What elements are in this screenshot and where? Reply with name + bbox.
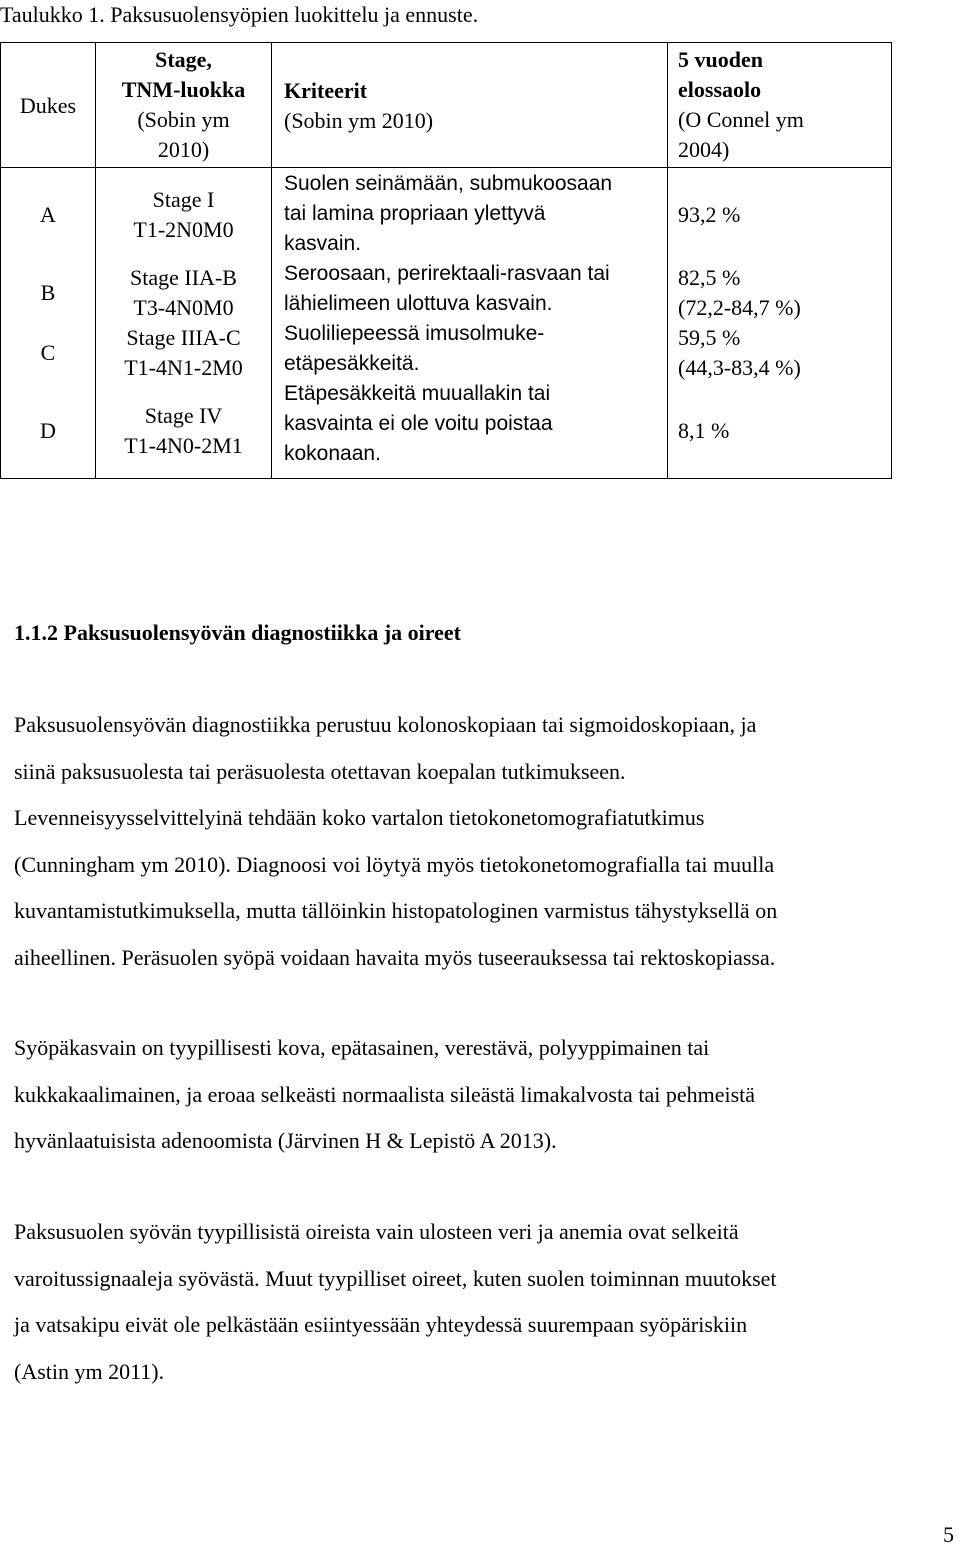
stage-b-line1: Stage IIA-B <box>130 264 237 290</box>
stage-b-line2: T3-4N0M0 <box>133 294 234 320</box>
table-header-row <box>1 43 892 168</box>
survival-b-line1: 82,5 % <box>678 264 741 290</box>
criteria-a-line3: kasvain. <box>284 232 362 255</box>
stage-c-line1: Stage IIIA-C <box>126 325 241 350</box>
paragraph-line: kukkakaalimainen, ja eroaa selkeästi normaalista sileästä limakalvosta tai pehmeistä <box>14 1081 756 1107</box>
stage-c-line2: T1-4N1-2M0 <box>124 355 243 380</box>
paragraph-diagnostics <box>14 702 944 981</box>
criteria-d <box>284 379 667 469</box>
survival-d-line1: 8,1 % <box>678 417 730 443</box>
criteria-c-line1: Suoliliepeessä imusolmuke- <box>284 322 545 345</box>
survival-c-line1: 59,5 % <box>678 325 741 350</box>
criteria-cell <box>272 168 668 479</box>
paragraph-line: kuvantamistutkimuksella, mutta tällöinkin histopatologinen varmistus tähystyksellä on <box>14 898 778 923</box>
paragraph-line: (Astin ym 2011). <box>14 1358 165 1384</box>
stage-b <box>96 262 271 323</box>
survival-b <box>678 262 891 323</box>
stage-a <box>96 168 271 262</box>
header-survival <box>668 43 892 168</box>
paragraph-line: (Cunningham ym 2010). Diagnoosi voi löytyä myös tietokonetomografialla tai muulla <box>14 851 775 877</box>
header-survival-line4: 2004) <box>678 137 730 162</box>
paragraph-line: ja vatsakipu eivät ole pelkästään esiintyessään yhteydessä suurempaan syöpäriskiin <box>14 1312 748 1337</box>
paragraph-line: siinä paksusuolesta tai peräsuolesta otettavan koepalan tutkimukseen. <box>14 758 626 784</box>
staging-table <box>0 42 892 479</box>
survival-a <box>678 168 891 262</box>
dukes-a: A <box>40 202 56 227</box>
criteria-a-line1: Suolen seinämään, submukoosaan <box>284 172 613 195</box>
section-heading: 1.1.2 Paksusuolensyövän diagnostiikka ja oireet <box>14 620 462 645</box>
dukes-b: B <box>40 280 56 305</box>
paragraph-line: aiheellinen. Peräsuolen syöpä voidaan havaita myös tuseerauksessa tai rektoskopiassa. <box>14 944 776 970</box>
criteria-b-line1: Seroosaan, perirektaali-rasvaan tai <box>284 262 610 285</box>
criteria-c-line2: etäpesäkkeitä. <box>284 352 420 375</box>
header-criteria-line2: (Sobin ym 2010) <box>284 108 434 133</box>
paragraph-line: hyvänlaatuisista adenoomista (Järvinen H & Lepistö A 2013). <box>14 1128 557 1153</box>
header-survival-line3: (O Connel ym <box>678 107 804 132</box>
dukes-c: C <box>40 340 56 365</box>
table-body-row <box>1 168 892 479</box>
header-dukes: Dukes <box>1 43 96 168</box>
dukes-cell <box>1 168 96 479</box>
header-stage-line3: (Sobin ym <box>137 107 230 132</box>
header-stage-line2: TNM-luokka <box>121 77 246 102</box>
paragraph-line: Paksusuolensyövän diagnostiikka perustuu kolonoskopiaan tai sigmoidoskopiaan, ja <box>14 712 757 737</box>
paragraph-line: varoitussignaaleja syövästä. Muut tyypilliset oireet, kuten suolen toiminnan muutokset <box>14 1265 777 1291</box>
criteria-a-line2: tai lamina propriaan ylettyvä <box>284 202 546 225</box>
dukes-d: D <box>40 418 56 443</box>
paragraph-line: Syöpäkasvain on tyypillisesti kova, epätasainen, verestävä, polyyppimainen tai <box>14 1035 710 1060</box>
paragraph-line: Levenneisyysselvittelyinä tehdään koko vartalon tietokonetomografiatutkimus <box>14 805 705 830</box>
paragraph-line: Paksusuolen syövän tyypillisistä oireista vain ulosteen veri ja anemia ovat selkeitä <box>14 1219 739 1244</box>
stage-cell <box>96 168 272 479</box>
header-criteria-line1: Kriteerit <box>284 78 368 103</box>
paragraph-tumor-appearance <box>14 1025 944 1165</box>
header-stage-line1: Stage, <box>155 47 212 72</box>
header-stage <box>96 43 272 168</box>
criteria-a <box>284 169 667 259</box>
header-survival-line1: 5 vuoden <box>678 47 763 72</box>
survival-b-line2: (72,2-84,7 %) <box>678 294 801 320</box>
survival-c <box>678 323 891 383</box>
header-criteria <box>272 43 668 168</box>
criteria-d-line2: kasvainta ei ole voitu poistaa <box>284 412 553 435</box>
paragraph-symptoms <box>14 1209 944 1395</box>
criteria-d-line1: Etäpesäkkeitä muuallakin tai <box>284 382 551 405</box>
stage-d-line1: Stage IV <box>144 402 223 428</box>
page-number: 5 <box>943 1522 954 1547</box>
criteria-d-line3: kokonaan. <box>284 442 381 465</box>
header-stage-line4: 2010) <box>157 137 210 162</box>
stage-c <box>96 323 271 383</box>
survival-c-line2: (44,3-83,4 %) <box>678 355 801 380</box>
stage-d <box>96 383 271 478</box>
criteria-c <box>284 319 667 379</box>
stage-a-line2: T1-2N0M0 <box>133 217 234 242</box>
stage-d-line2: T1-4N0-2M1 <box>124 432 243 458</box>
stage-a-line1: Stage I <box>152 187 215 212</box>
header-survival-line2: elossaolo <box>678 77 762 102</box>
criteria-b <box>284 259 667 319</box>
survival-a-line1: 93,2 % <box>678 202 741 227</box>
criteria-b-line2: lähielimeen ulottuva kasvain. <box>284 292 553 315</box>
table-caption: Taulukko 1. Paksusuolensyöpien luokittelu ja ennuste. <box>0 2 479 27</box>
survival-cell <box>668 168 892 479</box>
survival-d <box>678 383 891 478</box>
